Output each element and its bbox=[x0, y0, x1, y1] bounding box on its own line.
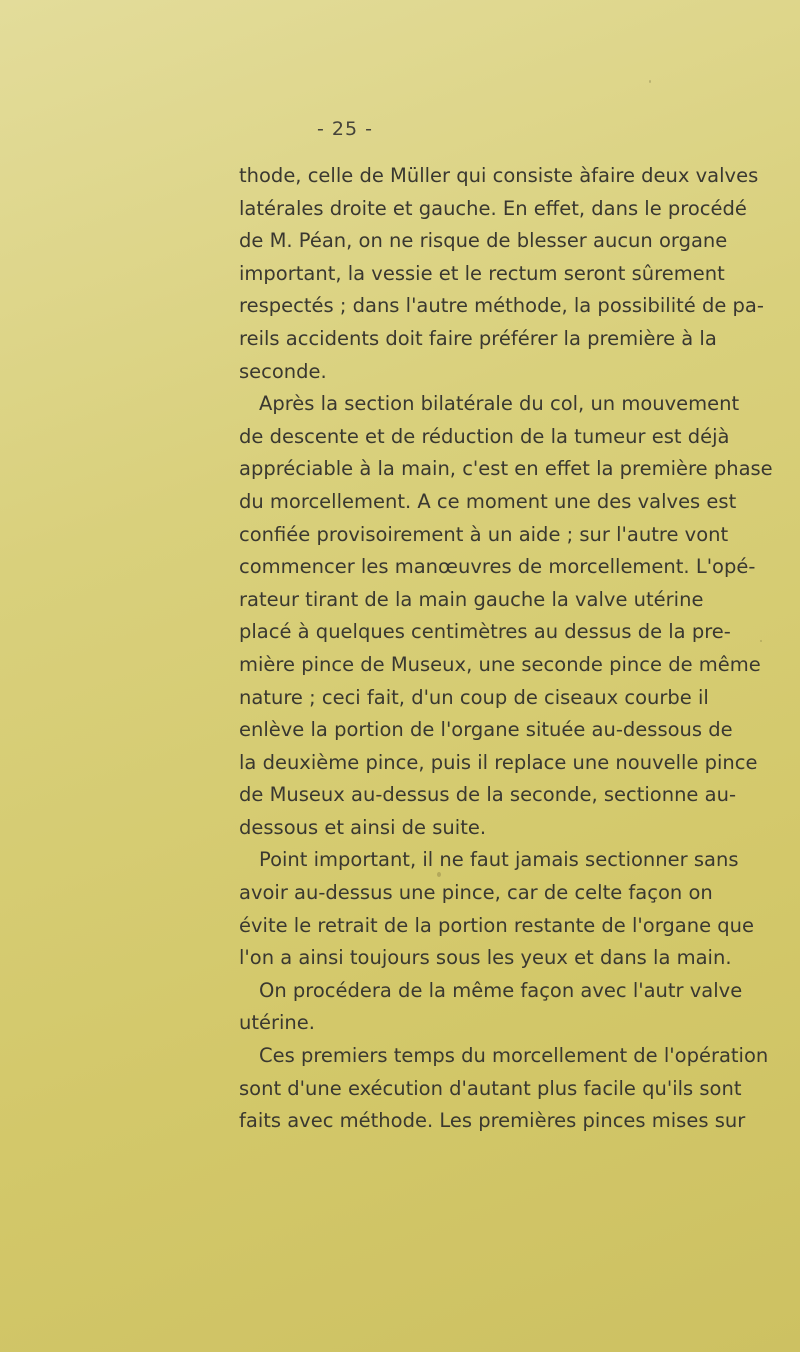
text-line: la deuxième pince, puis il replace une nouvelle pince bbox=[239, 750, 758, 774]
body-text bbox=[239, 160, 773, 1138]
page-number: - 25 - bbox=[317, 118, 373, 140]
text-line: faits avec méthode. Les premières pinces mises sur bbox=[239, 1109, 746, 1133]
text-line: sont d'une exécution d'autant plus facile qu'ils sont bbox=[239, 1076, 742, 1100]
text-line: seconde. bbox=[239, 359, 327, 383]
text-line: appréciable à la main, c'est en effet la première phase bbox=[239, 457, 773, 481]
text-line: placé à quelques centimètres au dessus de la pre- bbox=[239, 620, 731, 644]
text-line: Ces premiers temps du morcellement de l'opération bbox=[259, 1044, 769, 1068]
text-line: mière pince de Museux, une seconde pince de même bbox=[239, 652, 761, 676]
text-line: évite le retrait de la portion restante de l'organe que bbox=[239, 913, 754, 937]
text-line: enlève la portion de l'organe située au-dessous de bbox=[239, 718, 733, 742]
text-line: avoir au-dessus une pince, car de celte façon on bbox=[239, 881, 713, 905]
text-line: On procédera de la même façon avec l'autr valve bbox=[259, 978, 743, 1002]
text-line: reils accidents doit faire préférer la première à la bbox=[239, 326, 717, 350]
text-line: de Museux au-dessus de la seconde, sectionne au- bbox=[239, 783, 736, 807]
text-line: nature ; ceci fait, d'un coup de ciseaux courbe il bbox=[239, 685, 709, 709]
text-line: de descente et de réduction de la tumeur est déjà bbox=[239, 424, 730, 448]
text-line: commencer les manœuvres de morcellement. L'opé- bbox=[239, 555, 756, 579]
text-line: Point important, il ne faut jamais sectionner sans bbox=[259, 848, 739, 872]
text-line: dessous et ainsi de suite. bbox=[239, 815, 487, 839]
text-line: latérales droite et gauche. En effet, dans le procédé bbox=[239, 196, 747, 220]
text-line: confiée provisoirement à un aide ; sur l'autre vont bbox=[239, 522, 729, 546]
text-line: important, la vessie et le rectum seront sûrement bbox=[239, 261, 725, 285]
text-line: respectés ; dans l'autre méthode, la possibilité de pa- bbox=[239, 294, 764, 318]
text-line: thode, celle de Müller qui consiste àfaire deux valves bbox=[239, 164, 759, 187]
text-line: rateur tirant de la main gauche la valve utérine bbox=[239, 587, 704, 611]
text-line: l'on a ainsi toujours sous les yeux et dans la main. bbox=[239, 946, 732, 970]
text-line: utérine. bbox=[239, 1011, 315, 1035]
text-line: Après la section bilatérale du col, un mouvement bbox=[259, 392, 740, 416]
text-line: de M. Péan, on ne risque de blesser aucun organe bbox=[239, 229, 728, 253]
text-line: du morcellement. A ce moment une des valves est bbox=[239, 489, 737, 513]
